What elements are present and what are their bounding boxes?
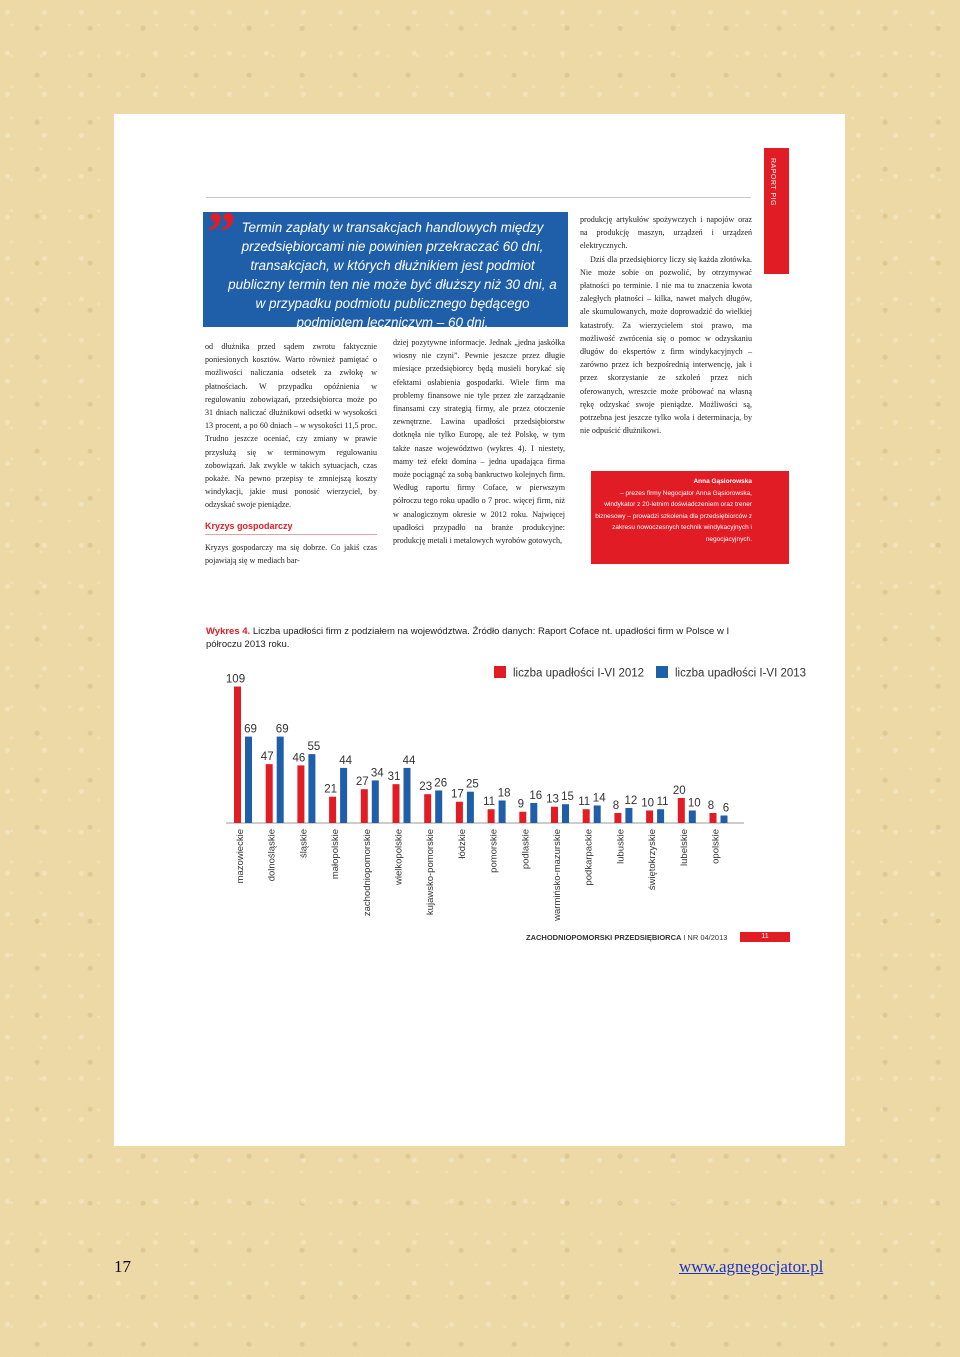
subheading: Kryzys gospodarczy (205, 520, 377, 535)
data-label: 21 (324, 783, 337, 796)
bar (657, 809, 664, 823)
data-label: 23 (419, 781, 433, 794)
data-label: 20 (672, 784, 686, 797)
pull-quote-text: Termin zapłaty w transakcjach handlowych między przedsiębiorcami nie powinien przekraczać 60 dni, transakcjach, w których dłużnikiem jest podmiot publiczny termin ten nie może być dłuższy niż 30 dni, a w przypadku podmiotu publicznego będącego podmiotem leczniczym – 60 dni. (228, 220, 557, 330)
bar (329, 797, 336, 823)
section-tab-label: RAPORT PIG (769, 158, 776, 206)
bar (710, 813, 717, 823)
bar (393, 784, 400, 823)
category-label: świętokrzyskie (647, 829, 659, 891)
data-label: 9 (517, 798, 525, 811)
category-label: opolskie (710, 829, 722, 864)
bar (266, 764, 273, 823)
bar (499, 800, 506, 823)
bar (372, 780, 379, 823)
data-label: 11 (483, 796, 496, 809)
quote-mark-icon: ” (207, 200, 236, 265)
bar-chart (204, 654, 807, 924)
bar (678, 798, 685, 823)
data-label: 6 (722, 802, 730, 815)
section-tab (764, 148, 789, 274)
data-label: 46 (292, 752, 306, 765)
category-label: wielkopolskie (393, 829, 405, 885)
legend-swatch (494, 666, 506, 678)
author-description: – prezes firmy Negocjator Anna Gąsiorowska, windykator z 20-letnim doświadczeniem oraz trener biznesowy – prowadzi szkolenia dla przedsiębiorców z zakresu nowoczesnych technik windykacyjnych i negocjacyjnych. (595, 489, 752, 543)
data-label: 34 (370, 767, 384, 780)
bar (245, 737, 252, 823)
article-column-2 (393, 336, 565, 547)
website-link[interactable]: www.agnegocjator.pl (679, 1257, 824, 1276)
category-label: śląskie (298, 829, 310, 859)
category-label: kujawsko-pomorskie (425, 829, 437, 916)
data-label: 26 (434, 777, 448, 790)
category-label: łódzkie (456, 829, 468, 859)
bar (519, 812, 526, 823)
bar (361, 789, 368, 823)
data-label: 13 (546, 793, 559, 806)
category-label: podlaskie (520, 829, 532, 870)
bar (583, 809, 590, 823)
chart-caption (206, 625, 754, 651)
chart-caption-label: Wykres 4. (206, 626, 251, 637)
data-label: 8 (707, 799, 715, 812)
bar (530, 803, 537, 823)
bar (488, 809, 495, 823)
data-label: 12 (624, 794, 638, 807)
data-label: 31 (387, 771, 401, 784)
legend-label: liczba upadłości I-VI 2012 (513, 667, 645, 680)
author-box (591, 471, 789, 564)
data-label: 44 (339, 754, 352, 767)
bar (562, 804, 569, 823)
bar (277, 737, 284, 823)
bar (456, 802, 463, 823)
data-label: 8 (612, 799, 620, 812)
category-label: warmińsko-mazurskie (552, 829, 563, 921)
data-label: 44 (402, 754, 416, 767)
data-label: 11 (578, 796, 591, 809)
bar (646, 810, 653, 823)
data-label: 55 (307, 741, 321, 754)
category-label: małopolskie (330, 829, 342, 880)
data-label: 10 (687, 797, 701, 810)
footer-title: ZACHODNIOPOMORSKI PRZEDSIĘBIORCA (526, 933, 682, 942)
data-label: 11 (656, 796, 669, 809)
data-label: 109 (225, 673, 246, 686)
bar (340, 768, 347, 823)
bar (551, 807, 558, 823)
category-label: lubuskie (615, 829, 627, 864)
document-page-number: 17 (114, 1257, 131, 1276)
author-name: Anna Gąsiorowska (693, 478, 752, 485)
page-footer (526, 933, 727, 942)
article-column-1 (205, 340, 377, 567)
bar (614, 813, 621, 823)
bar (308, 754, 315, 823)
category-label: pomorskie (488, 829, 500, 873)
bar (234, 687, 241, 823)
chart-caption-text: Liczba upadłości firm z podziałem na województwa. Źródło danych: Raport Coface nt. upadłości firm w Polsce w I półroczu 2013 roku. (206, 626, 730, 650)
magazine-page (114, 114, 845, 1146)
magazine-page-number: 11 (740, 932, 790, 942)
data-label: 25 (466, 778, 479, 791)
legend-label: liczba upadłości I-VI 2013 (675, 667, 807, 680)
category-label: lubelskie (678, 829, 690, 866)
data-label: 15 (561, 791, 574, 804)
bar (594, 805, 601, 823)
data-label: 17 (451, 788, 464, 801)
bar (424, 794, 431, 823)
data-label: 10 (641, 797, 654, 810)
pull-quote (203, 200, 568, 330)
article-column-3 (580, 213, 752, 437)
category-label: mazowieckie (235, 829, 246, 884)
data-label: 16 (529, 789, 543, 802)
footer-issue: I NR 04/2013 (683, 933, 728, 942)
data-label: 27 (355, 776, 369, 789)
bar (625, 808, 632, 823)
data-label: 69 (275, 723, 289, 736)
paragraph: Kryzys gospodarczy ma się dobrze. Co jakiś czas pojawiają się w mediach bar- (205, 542, 377, 565)
bar (297, 765, 304, 823)
paragraph: produkcję artykułów spożywczych i napojów oraz na produkcję maszyn, urządzeń i urządzeń elektrycznych. (580, 215, 752, 251)
divider (206, 197, 751, 198)
bar (689, 810, 696, 823)
data-label: 69 (244, 723, 257, 736)
paragraph: Dziś dla przedsiębiorcy liczy się każda złotówka. Nie może sobie on pozwolić, by otrzymywać płatności po terminie. I nie ma tu znaczenia kwota zaległych płatności – kilka, nawet małych długów, ale skumulowanych, może doprowadzić do wielkiej katastrofy. Za wierzycielem stoi prawo, ma możliwość zwrócenia się o pomoc w odzyskaniu długów do ekspertów z firm windykacyjnych – zarówno przez ich bezpośrednią interwencję, jak i przez skorzystanie ze szkoleń przez nich oferowanych, wreszcie może próbować na własną rękę odzyskać swoje pieniądze. Możliwości są, potrzebna jest jeszcze tylko wola i determinacja, by nie odpuścić dłużnikowi. (580, 254, 752, 436)
legend-swatch (656, 666, 668, 678)
category-label: zachodniopomorskie (361, 829, 373, 917)
data-label: 47 (260, 751, 274, 764)
bar (404, 768, 411, 823)
category-label: podkarpackie (583, 829, 595, 886)
data-label: 14 (592, 792, 606, 805)
bar (721, 815, 728, 823)
paragraph: od dłużnika przed sądem zwrotu faktycznie poniesionych kosztów. Warto również pamiętać o możliwości naliczania odsetek za zwłokę w płatnościach. W przypadku opóźnienia w regulowaniu zobowiązań, przedsiębiorca może po 31 dniach naliczać dłużnikowi odsetki w wysokości 13 procent, a po 60 dniach – w wysokości 11,5 proc. Trudno jeszcze oceniać, czy zmiany w prawie przysłużą się w terminowym regulowaniu zobowiązań. Jak zwykle w takich sytuacjach, czas pokaże. Na pewno przepisy te zmniejszą koszty windykacji, jakie musi ponosić wierzyciel, by odzyskać swoje pieniądze. (205, 342, 377, 510)
category-label: dolnośląskie (266, 829, 278, 882)
paragraph: dziej pozytywne informacje. Jednak „jedna jaskółka wiosny nie czyni”. Pewnie jeszcze przez długie miesiące przedsiębiorcy będą musieli borykać się efektami osłabienia gospodarki. Wiele firm ma problemy finansowe nie tyle przez złe zarządzanie finansami czy strategią firmy, ale przez otoczenie zewnętrzne. Lawina upadłości przedsiębiorstw dotknęła nie tylko Europę, ale też Polskę, w tym także nasze województwo (wykres 4). I niestety, mamy też efekt domina – jedna upadająca firma może pociągnąć za sobą bankructwo kolejnych firm. Według raportu firmy Coface, w pierwszym półroczu tego roku upadło o 7 proc. więcej firm, niż w analogicznym okresie w 2012 roku. Najwięcej upadłości przypadło na branże produkcyjne: produkcję metali i metalowych wyrobów gotowych, (393, 338, 565, 546)
data-label: 18 (497, 787, 511, 800)
bar (467, 792, 474, 823)
bar (435, 790, 442, 823)
